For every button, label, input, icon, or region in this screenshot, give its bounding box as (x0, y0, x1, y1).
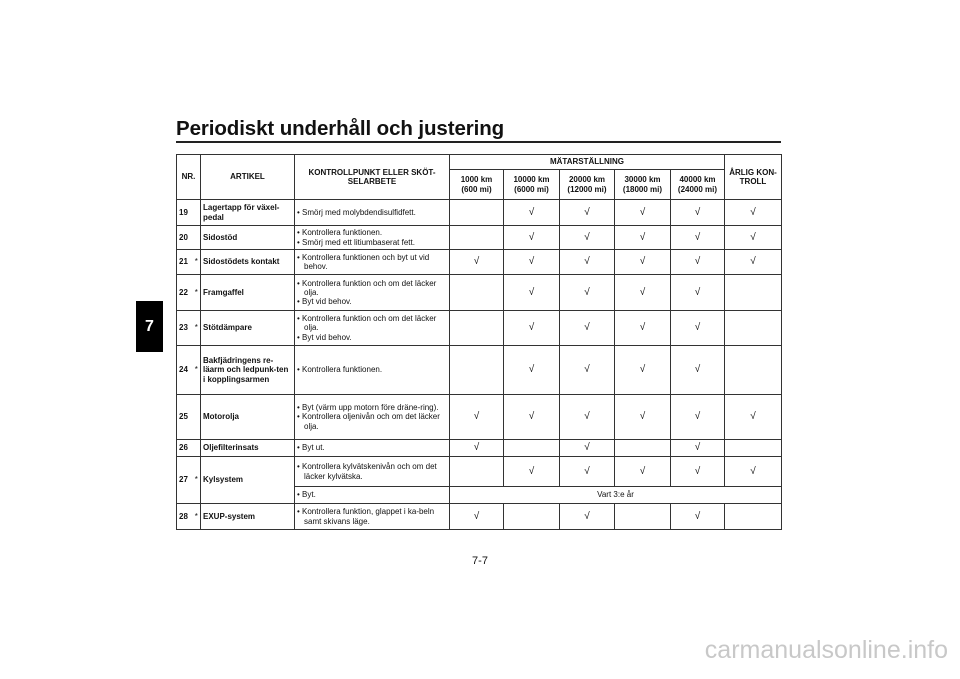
row-number: 21 (177, 250, 193, 275)
page-title: Periodiskt underhåll och justering (176, 117, 505, 140)
check-mark: √ (560, 250, 615, 275)
checkpoint-cell (295, 200, 450, 226)
header-annual: ÅRLIG KON-TROLL (725, 155, 782, 200)
odometer-mi: (12000 mi) (567, 184, 607, 194)
checkpoint-cell (295, 275, 450, 311)
checkpoint-text: • Byt ut. (297, 443, 325, 453)
odometer-km: 30000 km (624, 175, 661, 185)
check-mark: √ (671, 226, 725, 250)
header-odometer-col (450, 170, 504, 200)
check-mark: √ (450, 395, 504, 440)
check-mark: √ (560, 395, 615, 440)
check-mark: √ (504, 275, 560, 311)
checkpoint-text: • Byt vid behov. (297, 297, 352, 307)
table-row (177, 504, 782, 530)
table-row (177, 346, 782, 395)
row-number: 24 (177, 346, 193, 395)
chapter-tab: 7 (136, 301, 163, 352)
page-number: 7-7 (472, 555, 488, 567)
empty-cell (450, 226, 504, 250)
row-number: 23 (177, 311, 193, 346)
row-number: 26 (177, 440, 193, 457)
check-mark: √ (671, 200, 725, 226)
odometer-km: 1000 km (460, 175, 493, 185)
check-mark: √ (725, 457, 782, 487)
check-mark: √ (671, 395, 725, 440)
row-asterisk: * (193, 250, 201, 275)
header-article: ARTIKEL (201, 155, 295, 200)
row-asterisk: * (193, 275, 201, 311)
empty-cell (725, 440, 782, 457)
check-mark: √ (671, 275, 725, 311)
check-mark: √ (560, 440, 615, 457)
check-mark: √ (504, 311, 560, 346)
header-odometer-col (671, 170, 725, 200)
check-mark: √ (615, 395, 671, 440)
checkpoint-cell (295, 226, 450, 250)
checkpoint-text: • Byt. (297, 490, 316, 500)
empty-cell (615, 504, 671, 530)
odometer-mi: (24000 mi) (677, 184, 718, 194)
check-mark: √ (615, 250, 671, 275)
row-article: Sidostödets kontakt (201, 250, 295, 275)
check-mark: √ (615, 200, 671, 226)
checkpoint-cell (295, 311, 450, 346)
row-number: 27 (177, 457, 193, 504)
row-asterisk (193, 200, 201, 226)
watermark: carmanualsonline.info (704, 636, 948, 664)
checkpoint-text: • Kontrollera funktionen och byt ut vid behov. (297, 252, 430, 271)
odometer-km: 10000 km (513, 175, 550, 185)
checkpoint-cell (295, 440, 450, 457)
check-mark: √ (725, 395, 782, 440)
maintenance-table (176, 154, 782, 530)
empty-cell (725, 275, 782, 311)
table-row (177, 250, 782, 275)
odometer-km: 40000 km (679, 175, 716, 185)
check-mark: √ (504, 395, 560, 440)
row-number: 22 (177, 275, 193, 311)
check-mark: √ (504, 250, 560, 275)
check-mark: √ (560, 346, 615, 395)
header-odometer-col (560, 170, 615, 200)
row-number: 28 (177, 504, 193, 530)
check-mark: √ (615, 226, 671, 250)
odometer-mi: (600 mi) (461, 184, 492, 194)
row-asterisk (193, 395, 201, 440)
check-mark: √ (671, 311, 725, 346)
checkpoint-text: • Smörj med ett litiumbaserat fett. (297, 237, 415, 247)
table-row (177, 395, 782, 440)
check-mark: √ (615, 346, 671, 395)
checkpoint-text: • Byt vid behov. (297, 332, 352, 342)
row-article: EXUP-system (201, 504, 295, 530)
row-article: Motorolja (201, 395, 295, 440)
odometer-mi: (6000 mi) (514, 184, 549, 194)
check-mark: √ (615, 311, 671, 346)
check-mark: √ (560, 200, 615, 226)
check-mark: √ (450, 250, 504, 275)
check-mark: √ (671, 346, 725, 395)
table-row (177, 311, 782, 346)
checkpoint-cell (295, 346, 450, 395)
checkpoint-text: • Kontrollera oljenivån och om det läcker olja. (297, 412, 440, 431)
empty-cell (725, 311, 782, 346)
interval-note: Vart 3:e år (450, 487, 782, 504)
empty-cell (450, 275, 504, 311)
row-article: Bakfjädringens re-läarm och ledpunk-ten i kopplingsarmen (201, 346, 295, 395)
row-article: Sidostöd (201, 226, 295, 250)
check-mark: √ (615, 275, 671, 311)
check-mark: √ (560, 226, 615, 250)
header-odometer-col (504, 170, 560, 200)
empty-cell (450, 200, 504, 226)
checkpoint-text: • Kontrollera kylvätskenivån och om det läcker kylvätska. (297, 462, 437, 481)
checkpoint-text: • Byt (värm upp motorn före dräne-ring). (297, 403, 439, 413)
check-mark: √ (560, 504, 615, 530)
check-mark: √ (450, 440, 504, 457)
row-article: Framgaffel (201, 275, 295, 311)
row-asterisk: * (193, 346, 201, 395)
check-mark: √ (671, 457, 725, 487)
row-asterisk: * (193, 311, 201, 346)
row-asterisk: * (193, 457, 201, 504)
check-mark: √ (450, 504, 504, 530)
table-row (177, 440, 782, 457)
checkpoint-cell (295, 457, 450, 487)
title-underline (176, 141, 781, 143)
checkpoint-cell (295, 504, 450, 530)
check-mark: √ (504, 226, 560, 250)
empty-cell (725, 504, 782, 530)
row-asterisk (193, 226, 201, 250)
odometer-mi: (18000 mi) (622, 184, 663, 194)
header-odometer-col (615, 170, 671, 200)
table-row (177, 275, 782, 311)
empty-cell (450, 346, 504, 395)
checkpoint-text: • Kontrollera funktion och om det läcker olja. (297, 314, 437, 333)
header-checkpoint: KONTROLLPUNKT ELLER SKÖT-SELARBETE (295, 155, 450, 200)
checkpoint-text: • Kontrollera funktion och om det läcker olja. (297, 278, 437, 297)
check-mark: √ (560, 457, 615, 487)
header-nr: NR. (177, 155, 201, 200)
empty-cell (504, 504, 560, 530)
empty-cell (725, 346, 782, 395)
check-mark: √ (725, 200, 782, 226)
checkpoint-cell (295, 395, 450, 440)
row-article: Kylsystem (201, 457, 295, 504)
empty-cell (450, 311, 504, 346)
table-row (177, 457, 782, 487)
row-number: 25 (177, 395, 193, 440)
check-mark: √ (671, 440, 725, 457)
table-row (177, 200, 782, 226)
empty-cell (615, 440, 671, 457)
check-mark: √ (560, 311, 615, 346)
row-number: 20 (177, 226, 193, 250)
check-mark: √ (504, 200, 560, 226)
check-mark: √ (671, 250, 725, 275)
checkpoint-text: • Kontrollera funktionen. (297, 365, 383, 375)
checkpoint-cell (295, 487, 450, 504)
header-odometer: MÄTARSTÄLLNING (450, 155, 725, 170)
checkpoint-text: • Smörj med molybdendisulfidfett. (297, 207, 416, 217)
check-mark: √ (725, 250, 782, 275)
row-article: Stötdämpare (201, 311, 295, 346)
check-mark: √ (504, 457, 560, 487)
checkpoint-text: • Kontrollera funktionen. (297, 228, 383, 238)
odometer-km: 20000 km (568, 175, 606, 185)
check-mark: √ (560, 275, 615, 311)
check-mark: √ (671, 504, 725, 530)
checkpoint-text: • Kontrollera funktion, glappet i ka-beln samt skivans läge. (297, 507, 435, 526)
checkpoint-cell (295, 250, 450, 275)
empty-cell (450, 457, 504, 487)
check-mark: √ (615, 457, 671, 487)
row-asterisk (193, 440, 201, 457)
check-mark: √ (725, 226, 782, 250)
empty-cell (504, 440, 560, 457)
check-mark: √ (504, 346, 560, 395)
row-article: Lagertapp för växel-pedal (201, 200, 295, 226)
table-row (177, 226, 782, 250)
row-asterisk: * (193, 504, 201, 530)
row-number: 19 (177, 200, 193, 226)
row-article: Oljefilterinsats (201, 440, 295, 457)
